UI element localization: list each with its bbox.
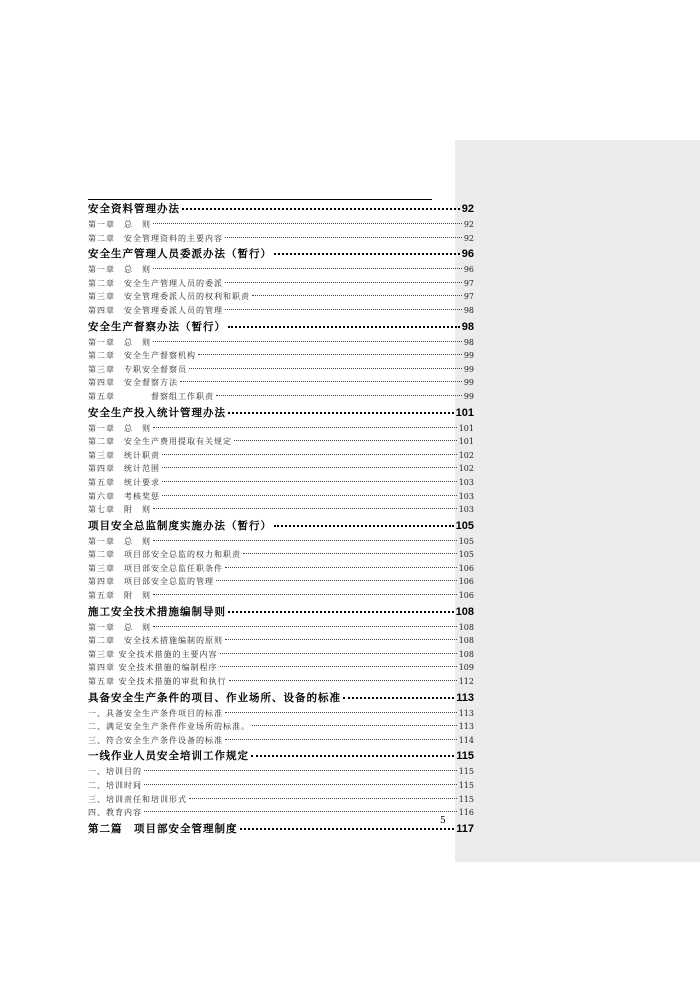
toc-entry-title: 第四章 安全管理委派人员的管理 [88, 305, 223, 315]
dot-leader [162, 481, 457, 482]
toc-chapter-entry[interactable] [88, 721, 474, 735]
toc-chapter-entry[interactable] [88, 590, 474, 604]
dot-leader [343, 697, 454, 699]
toc-entry-page: 115 [456, 750, 474, 763]
dot-leader [189, 798, 457, 799]
dot-leader [225, 309, 462, 310]
toc-entry-title: 第一章 总 则 [88, 536, 151, 546]
toc-entry-title: 一线作业人员安全培训工作规定 [88, 750, 249, 763]
dot-leader [274, 253, 460, 255]
toc-section-entry[interactable] [88, 405, 474, 423]
toc-entry-title: 施工安全技术措施编制导则 [88, 605, 226, 618]
page-number: 5 [440, 816, 446, 826]
toc-entry-title: 第五章 附 则 [88, 591, 151, 601]
toc-entry-page: 101 [455, 406, 474, 419]
toc-section-entry[interactable] [88, 319, 474, 337]
toc-chapter-entry[interactable] [88, 563, 474, 577]
toc-chapter-entry[interactable] [88, 676, 474, 690]
toc-chapter-entry[interactable] [88, 377, 474, 391]
toc-chapter-entry[interactable] [88, 780, 474, 794]
dot-leader [225, 567, 457, 568]
toc-entry-page: 98 [461, 320, 474, 333]
toc-entry-title: 第一章 总 则 [88, 265, 151, 275]
toc-chapter-entry[interactable] [88, 807, 474, 821]
toc-entry-page: 108 [458, 636, 474, 646]
toc-entry-page: 96 [463, 265, 474, 275]
toc-entry-page: 99 [463, 351, 474, 361]
toc-chapter-entry[interactable] [88, 576, 474, 590]
toc-chapter-entry[interactable] [88, 450, 474, 464]
toc-entry-page: 99 [463, 378, 474, 388]
toc-chapter-entry[interactable] [88, 423, 474, 437]
toc-entry-page: 106 [458, 591, 474, 601]
toc-entry-page: 115 [458, 794, 474, 804]
toc-entry-title: 安全生产管理人员委派办法（暂行） [88, 248, 272, 261]
toc-entry-page: 105 [455, 519, 474, 532]
toc-entry-title: 安全生产投入统计管理办法 [88, 406, 226, 419]
toc-entry-page: 102 [458, 464, 474, 474]
toc-section-entry[interactable] [88, 201, 474, 219]
toc-chapter-entry[interactable] [88, 278, 474, 292]
toc-chapter-entry[interactable] [88, 233, 474, 247]
dot-leader [216, 580, 457, 581]
toc-chapter-entry[interactable] [88, 735, 474, 749]
toc-entry-title: 三、培训责任和培训形式 [88, 794, 187, 804]
toc-entry-page: 108 [458, 622, 474, 632]
dot-leader [162, 495, 457, 496]
toc-chapter-entry[interactable] [88, 662, 474, 676]
toc-chapter-entry[interactable] [88, 491, 474, 505]
toc-chapter-entry[interactable] [88, 305, 474, 319]
toc-entry-title: 第一章 总 则 [88, 423, 151, 433]
dot-leader [216, 395, 462, 396]
dot-leader [153, 594, 457, 595]
dot-leader [182, 208, 460, 210]
toc-entry-page: 109 [458, 663, 474, 673]
toc-entry-title: 第三章 安全技术措施的主要内容 [88, 649, 218, 659]
toc-entry-page: 102 [458, 450, 474, 460]
toc-entry-page: 113 [458, 708, 474, 718]
toc-entry-page: 98 [463, 337, 474, 347]
table-of-contents [88, 201, 474, 839]
toc-entry-title: 第一章 总 则 [88, 220, 151, 229]
toc-chapter-entry[interactable] [88, 794, 474, 808]
toc-entry-title: 第五章 安全技术措施的审批和执行 [88, 677, 227, 687]
toc-chapter-entry[interactable] [88, 291, 474, 305]
toc-chapter-entry[interactable] [88, 436, 474, 450]
toc-entry-page: 106 [458, 577, 474, 587]
dot-leader [144, 784, 457, 785]
toc-entry-title: 第二篇 项目部安全管理制度 [88, 822, 238, 835]
dot-leader [198, 354, 462, 355]
toc-entry-page: 97 [463, 278, 474, 288]
toc-entry-title: 三、符合安全生产条件设备的标准 [88, 735, 223, 745]
toc-entry-page: 113 [456, 691, 474, 704]
dot-leader [240, 828, 455, 830]
toc-entry-title: 一、具备安全生产条件项目的标准 [88, 708, 223, 718]
toc-entry-page: 99 [463, 391, 474, 401]
toc-entry-title: 第四章 安全督察方法 [88, 378, 178, 388]
toc-chapter-entry[interactable] [88, 622, 474, 636]
toc-chapter-entry[interactable] [88, 264, 474, 278]
toc-entry-page: 99 [463, 364, 474, 374]
toc-entry-page: 98 [463, 305, 474, 315]
toc-entry-title: 第四章 统计范围 [88, 464, 160, 474]
toc-entry-title: 二、培训时间 [88, 781, 142, 790]
dot-leader [252, 725, 457, 726]
dot-leader [144, 811, 457, 812]
dot-leader [251, 755, 454, 757]
toc-chapter-entry[interactable] [88, 364, 474, 378]
toc-entry-title: 第四章 项目部安全总监的管理 [88, 577, 214, 587]
toc-entry-page: 92 [461, 203, 474, 215]
toc-chapter-entry[interactable] [88, 391, 474, 405]
dot-leader [234, 440, 457, 441]
dot-leader [225, 237, 462, 238]
toc-entry-page: 103 [458, 491, 474, 501]
toc-entry-page: 92 [463, 220, 474, 229]
dot-leader [153, 540, 457, 541]
toc-chapter-entry[interactable] [88, 337, 474, 351]
toc-section-entry[interactable] [88, 690, 474, 708]
toc-entry-page: 92 [463, 233, 474, 243]
toc-entry-title: 第三章 安全管理委派人员的权利和职责 [88, 292, 250, 302]
toc-chapter-entry[interactable] [88, 766, 474, 780]
dot-leader [274, 525, 454, 527]
dot-leader [180, 381, 462, 382]
toc-entry-title: 第七章 附 则 [88, 505, 151, 515]
toc-entry-title: 具备安全生产条件的项目、作业场所、设备的标准 [88, 691, 341, 704]
dot-leader [153, 508, 457, 509]
dot-leader [225, 712, 457, 713]
comment-pane [455, 140, 700, 862]
dot-leader [228, 611, 454, 613]
toc-entry-page: 114 [458, 735, 474, 745]
toc-entry-title: 安全资料管理办法 [88, 203, 180, 215]
dot-leader [144, 770, 457, 771]
toc-entry-title: 第二章 安全生产督察机构 [88, 351, 196, 361]
toc-entry-title: 项目安全总监制度实施办法（暂行） [88, 519, 272, 532]
header-rule [88, 199, 432, 200]
toc-entry-title: 二、满足安全生产条件作业场所的标准。 [88, 722, 250, 732]
toc-entry-title: 第三章 专职安全督察员 [88, 364, 187, 374]
toc-chapter-entry[interactable] [88, 477, 474, 491]
toc-entry-page: 105 [458, 550, 474, 560]
toc-entry-title: 第四章 安全技术措施的编制程序 [88, 663, 218, 673]
toc-entry-title: 第二章 安全管理资料的主要内容 [88, 233, 223, 243]
dot-leader [228, 412, 454, 414]
toc-entry-title: 第二章 安全生产管理人员的委派 [88, 278, 223, 288]
dot-leader [225, 639, 457, 640]
toc-chapter-entry[interactable] [88, 708, 474, 722]
dot-leader [243, 553, 457, 554]
dot-leader [189, 368, 462, 369]
toc-chapter-entry[interactable] [88, 350, 474, 364]
toc-entry-page: 113 [458, 722, 474, 732]
toc-entry-title: 第六章 考核奖惩 [88, 491, 160, 501]
toc-entry-page: 106 [458, 563, 474, 573]
toc-chapter-entry[interactable] [88, 649, 474, 663]
toc-entry-title: 安全生产督察办法（暂行） [88, 320, 226, 333]
toc-entry-page: 103 [458, 505, 474, 515]
toc-chapter-entry[interactable] [88, 219, 474, 233]
dot-leader [162, 454, 457, 455]
toc-entry-page: 108 [455, 605, 474, 618]
toc-entry-title: 第三章 项目部安全总监任职条件 [88, 563, 223, 573]
toc-entry-page: 117 [456, 822, 474, 835]
toc-section-entry[interactable] [88, 246, 474, 264]
toc-entry-title: 第二章 项目部安全总监的权力和职责 [88, 550, 241, 560]
dot-leader [153, 626, 457, 627]
toc-chapter-entry[interactable] [88, 463, 474, 477]
toc-entry-page: 101 [458, 437, 474, 447]
dot-leader [220, 653, 457, 654]
dot-leader [153, 223, 462, 224]
dot-leader [153, 341, 462, 342]
dot-leader [225, 282, 462, 283]
toc-entry-page: 96 [461, 248, 474, 261]
dot-leader [162, 467, 457, 468]
toc-chapter-entry[interactable] [88, 635, 474, 649]
toc-section-entry[interactable] [88, 821, 474, 839]
dot-leader [153, 427, 457, 428]
dot-leader [225, 739, 457, 740]
dot-leader [228, 326, 460, 328]
dot-leader [252, 295, 462, 296]
toc-entry-page: 115 [458, 781, 474, 790]
toc-entry-page: 101 [458, 423, 474, 433]
toc-entry-page: 103 [458, 477, 474, 487]
toc-chapter-entry[interactable] [88, 504, 474, 518]
toc-entry-page: 97 [463, 292, 474, 302]
toc-entry-page: 115 [458, 767, 474, 777]
dot-leader [153, 268, 462, 269]
toc-entry-title: 第五章 督察组工作职责 [88, 391, 214, 401]
toc-section-entry[interactable] [88, 748, 474, 766]
toc-entry-page: 112 [458, 677, 474, 687]
toc-entry-title: 第五章 统计要求 [88, 477, 160, 487]
toc-entry-page: 105 [458, 536, 474, 546]
toc-entry-title: 第一章 总 则 [88, 337, 151, 347]
toc-section-entry[interactable] [88, 604, 474, 622]
toc-entry-page: 108 [458, 649, 474, 659]
dot-leader [229, 680, 457, 681]
toc-entry-page: 116 [458, 808, 474, 818]
toc-entry-title: 第一章 总 则 [88, 622, 151, 632]
toc-entry-title: 第三章 统计职责 [88, 450, 160, 460]
toc-chapter-entry[interactable] [88, 536, 474, 550]
dot-leader [220, 666, 457, 667]
toc-entry-title: 第二章 安全生产费用提取有关规定 [88, 437, 232, 447]
toc-entry-title: 一、培训目的 [88, 767, 142, 777]
toc-chapter-entry[interactable] [88, 549, 474, 563]
toc-entry-title: 四、教育内容 [88, 808, 142, 818]
toc-section-entry[interactable] [88, 518, 474, 536]
toc-entry-title: 第二章 安全技术措施编制的原则 [88, 636, 223, 646]
